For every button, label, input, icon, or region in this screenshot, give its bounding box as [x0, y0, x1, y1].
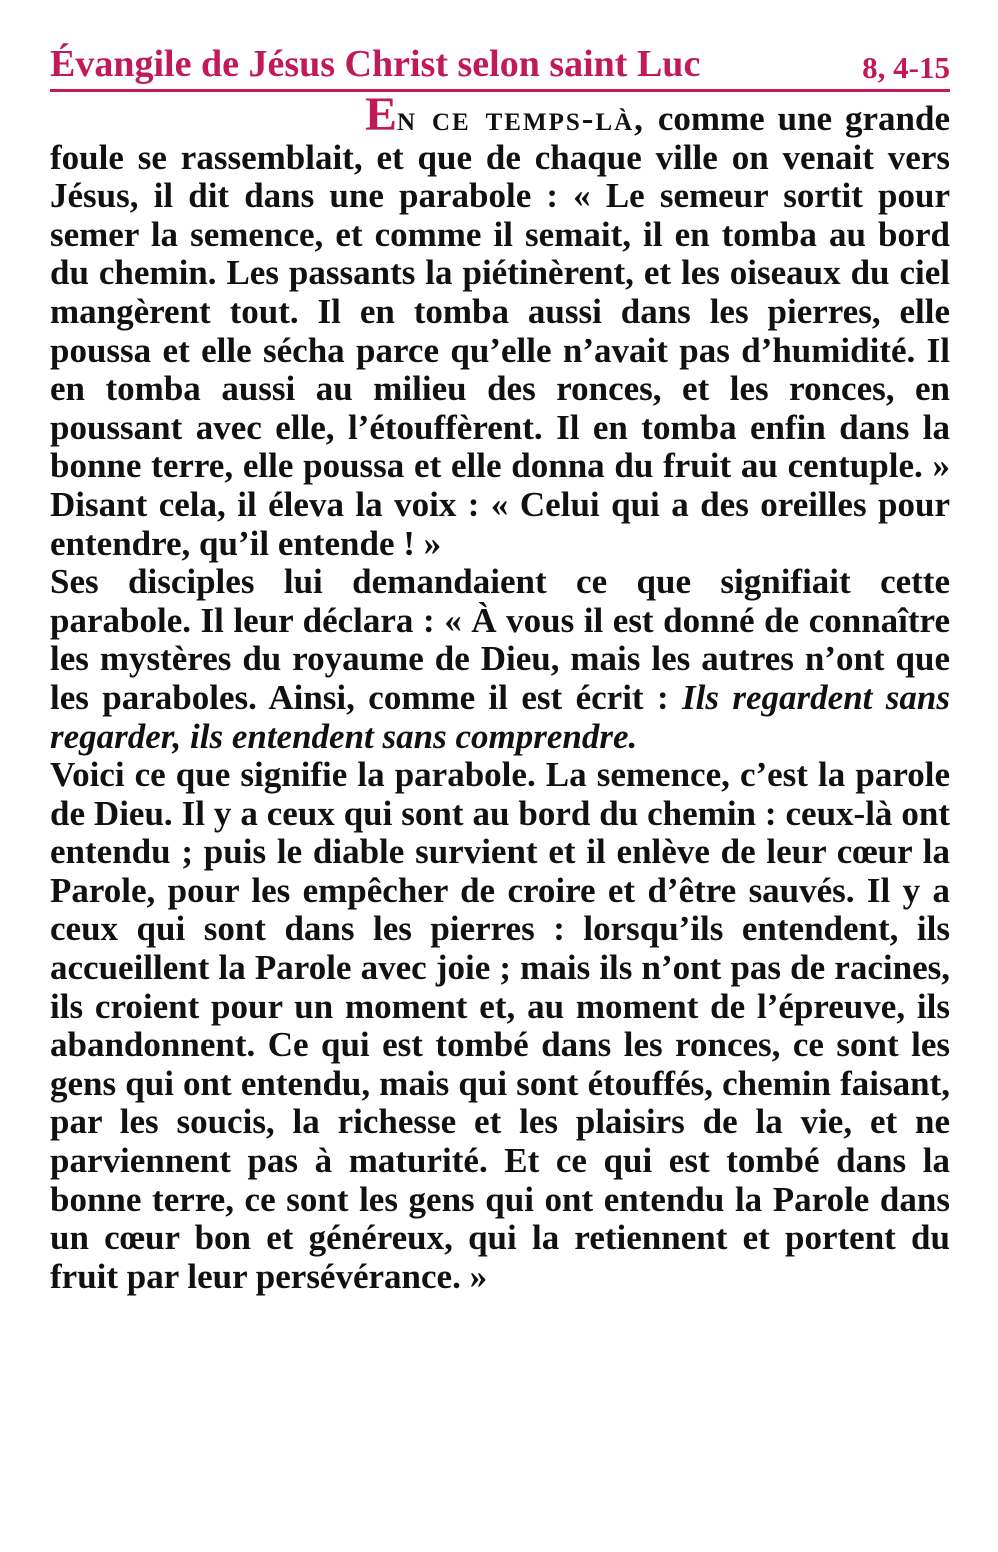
gospel-header [50, 40, 950, 92]
paragraph-2 [50, 563, 950, 756]
scripture-quote: Ils regardent sans regarder, ils entendent sans comprendre. [50, 677, 951, 756]
opening-smallcaps: n ce temps-là, [397, 99, 645, 138]
drop-cap-letter: E [365, 88, 398, 141]
paragraph-3 [50, 756, 950, 1296]
gospel-title: Évangile de Jésus Christ selon saint Luc [50, 43, 701, 85]
paragraph-1-text: comme une grande foule se rassemblait, et que de chaque ville on venait vers Jésus, il dit dans une parabole : « Le semeur sortit pour semer la semence, et comme il semait, il en tomba au bord du chemin. Les passants la piétinèrent, et les oiseaux du ciel mangèrent tout. Il en tomba aussi dans les pierres, elle poussa et elle sécha parce qu’elle n’avait pas d’humidité. Il en tomba aussi au milieu des ronces, et les ronces, en poussant avec elle, l’étouffèrent. Il en tomba enfin dans la bonne terre, elle poussa et elle donna du fruit au centuple. » Disant cela, il éleva la voix : « Celui qui a des oreilles pour entendre, qu’il entende ! » [50, 99, 950, 563]
paragraph-3-text: Voici ce que signifie la parabole. La semence, c’est la parole de Dieu. Il y a ceux qui sont au bord du chemin : ceux-là ont entendu ; puis le diable survient et il enlève de leur cœur la Parole, pour les empêcher de croire et d’être sauvés. Il y a ceux qui sont dans les pierres : lorsqu’ils entendent, ils accueillent la Parole avec joie ; mais ils n’ont pas de racines, ils croient pour un moment et, au moment de l’épreuve, ils abandonnent. Ce qui est tombé dans les ronces, ce sont les gens qui ont entendu, mais qui sont étouffés, chemin faisant, par les soucis, la richesse et les plaisirs de la vie, et ne parviennent pas à maturité. Et ce qui est tombé dans la bonne terre, ce sont les gens qui ont entendu la Parole dans un cœur bon et généreux, qui la retiennent et portent du fruit par leur persévérance. » [50, 755, 950, 1296]
verse-reference: 8, 4-15 [862, 50, 950, 85]
paragraph-2-text: Ses disciples lui demandaient ce que signifiait cette parabole. Il leur déclara : « À vous il est donné de connaître les mystères du royaume de Dieu, mais les autres n’ont que les paraboles. Ainsi, comme il est écrit : [50, 562, 950, 717]
paragraph-1 [50, 88, 950, 563]
gospel-passage [50, 88, 951, 1296]
